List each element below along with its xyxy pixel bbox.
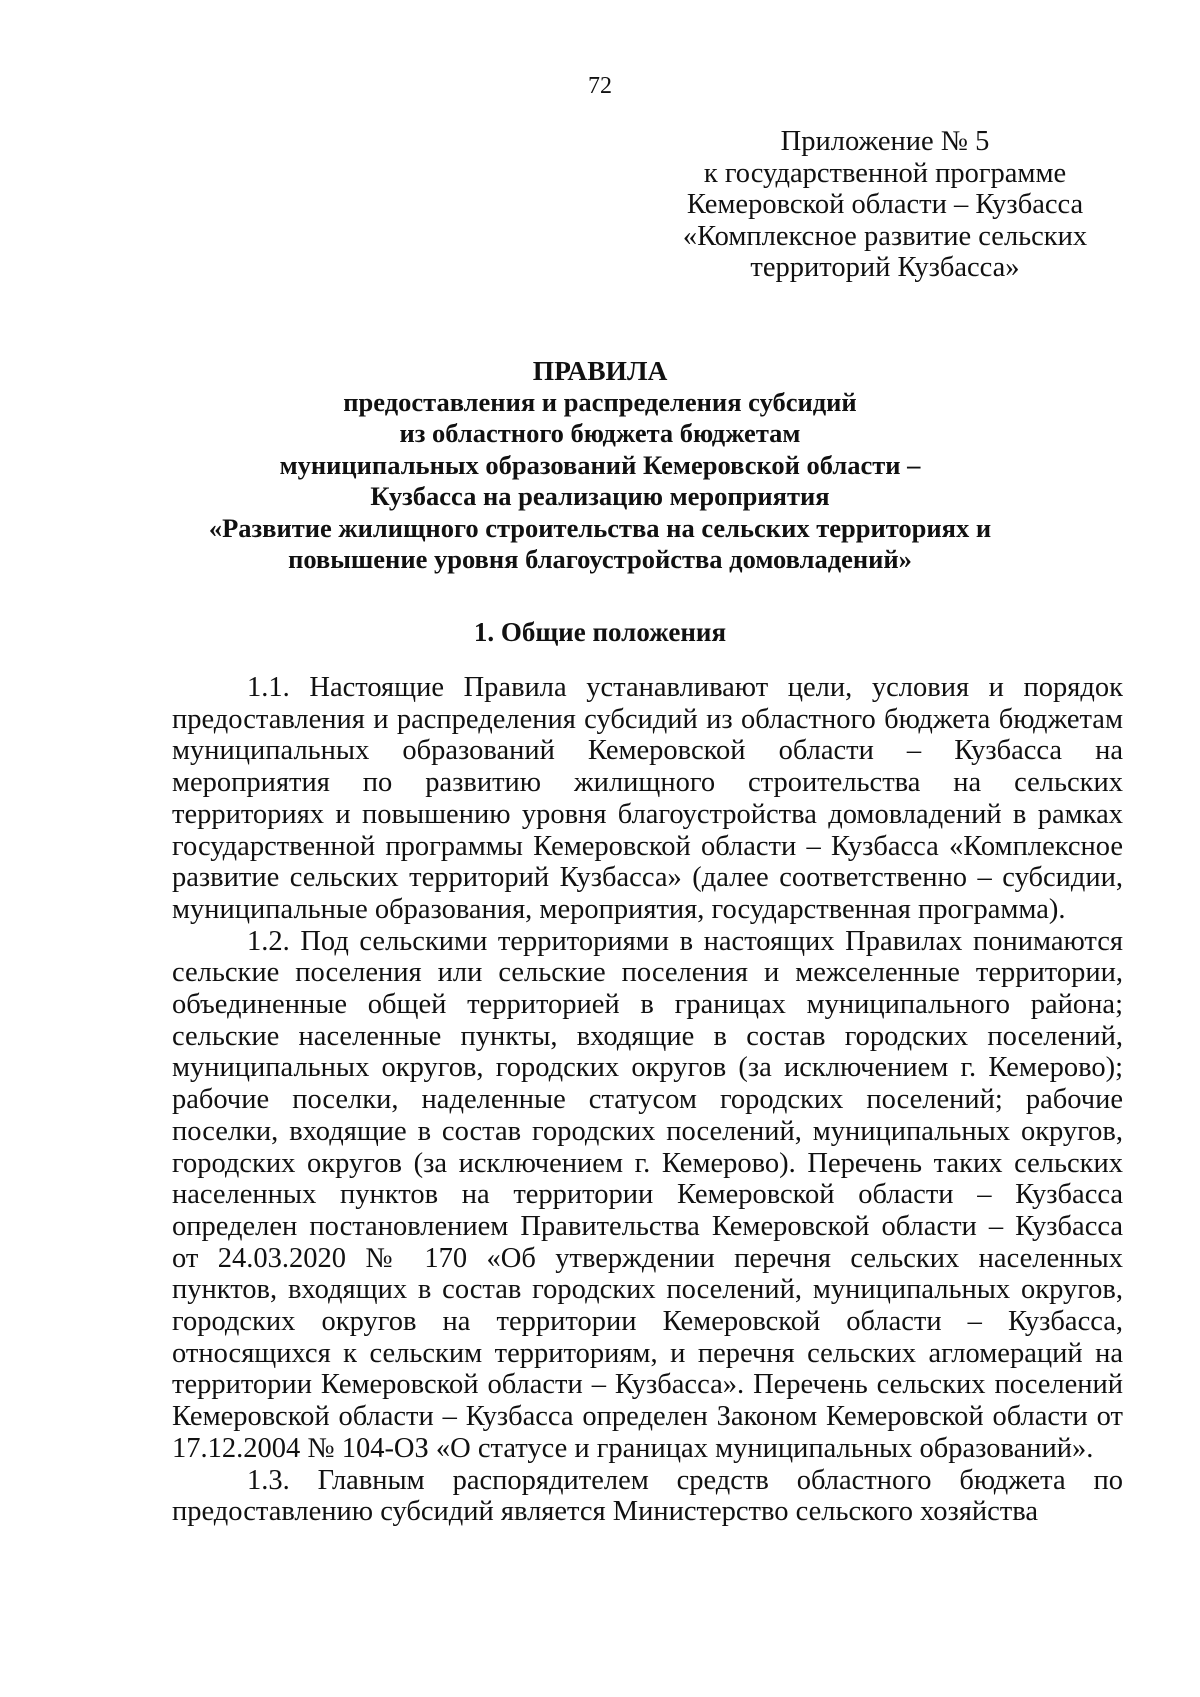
paragraph-1-3: 1.3. Главным распорядителем средств областного бюджета по предоставлению субсидий является Министерство сельского хозяйства bbox=[172, 1464, 1123, 1528]
title-line: из областного бюджета бюджетам bbox=[399, 418, 801, 448]
paragraph-1-2: 1.2. Под сельскими территориями в настоящих Правилах понимаются сельские поселения или сельские поселения и межселенные территории, объединенные общей территорией в границах муниципального района; сельские населенные пункты, входящие в состав городских поселений, муниципальных округов, городских округов (за исключением г. Кемерово); рабочие поселки, наделенные статусом городских поселений; рабочие поселки, входящие в состав городских поселений, муниципальных округов, городских округов (за исключением г. Кемерово). Перечень таких сельских населенных пунктов на территории Кемеровской области – Кузбасса определен постановлением Правительства Кемеровской области – Кузбасса от 24.03.2020 № 170 «Об утверждении перечня сельских населенных пунктов, входящих в состав городских поселений, муниципальных округов, городских округов на территории Кемеровской области – Кузбасса, относящихся к сельским территориям, и перечня сельских агломераций на территории Кемеровской области – Кузбасса». Перечень сельских поселений Кемеровской области – Кузбасса определен Законом Кемеровской области от 17.12.2004 № 104-ОЗ «О статусе и границах муниципальных образований». bbox=[172, 925, 1123, 1464]
appendix-line: Приложение № 5 bbox=[780, 126, 990, 157]
appendix-line: «Комплексное развитие сельских bbox=[682, 220, 1088, 252]
title-line: Кузбасса на реализацию мероприятия bbox=[370, 481, 830, 511]
appendix-line: к государственной программе bbox=[703, 157, 1067, 189]
title-line: повышение уровня благоустройства домовладений» bbox=[288, 544, 912, 574]
appendix-header bbox=[650, 126, 1120, 284]
title-line: предоставления и распределения субсидий bbox=[343, 386, 857, 417]
title-line: муниципальных образований Кемеровской области – bbox=[279, 449, 921, 480]
title-line: «Развитие жилищного строительства на сельских территориях и bbox=[208, 512, 992, 543]
appendix-line: территорий Кузбасса» bbox=[750, 252, 1020, 283]
paragraph-1-1: 1.1. Настоящие Правила устанавливают цели, условия и порядок предоставления и распределения субсидий из областного бюджета бюджетам муниципальных образований Кемеровской области – Кузбасса на мероприятия по развитию жилищного строительства на сельских территориях и повышению уровня благоустройства домовладений в рамках государственной программы Кемеровской области – Кузбасса «Комплексное развитие сельских территорий Кузбасса» (далее соответственно – субсидии, муниципальные образования, мероприятия, государственная программа). bbox=[172, 672, 1123, 925]
section-heading: 1. Общие положения bbox=[473, 617, 727, 647]
appendix-line: Кемеровской области – Кузбасса bbox=[686, 189, 1084, 220]
document-title bbox=[150, 355, 1050, 576]
page-number: 72 bbox=[588, 73, 612, 99]
section-body bbox=[172, 672, 1123, 1528]
title-main: ПРАВИЛА bbox=[532, 355, 668, 386]
